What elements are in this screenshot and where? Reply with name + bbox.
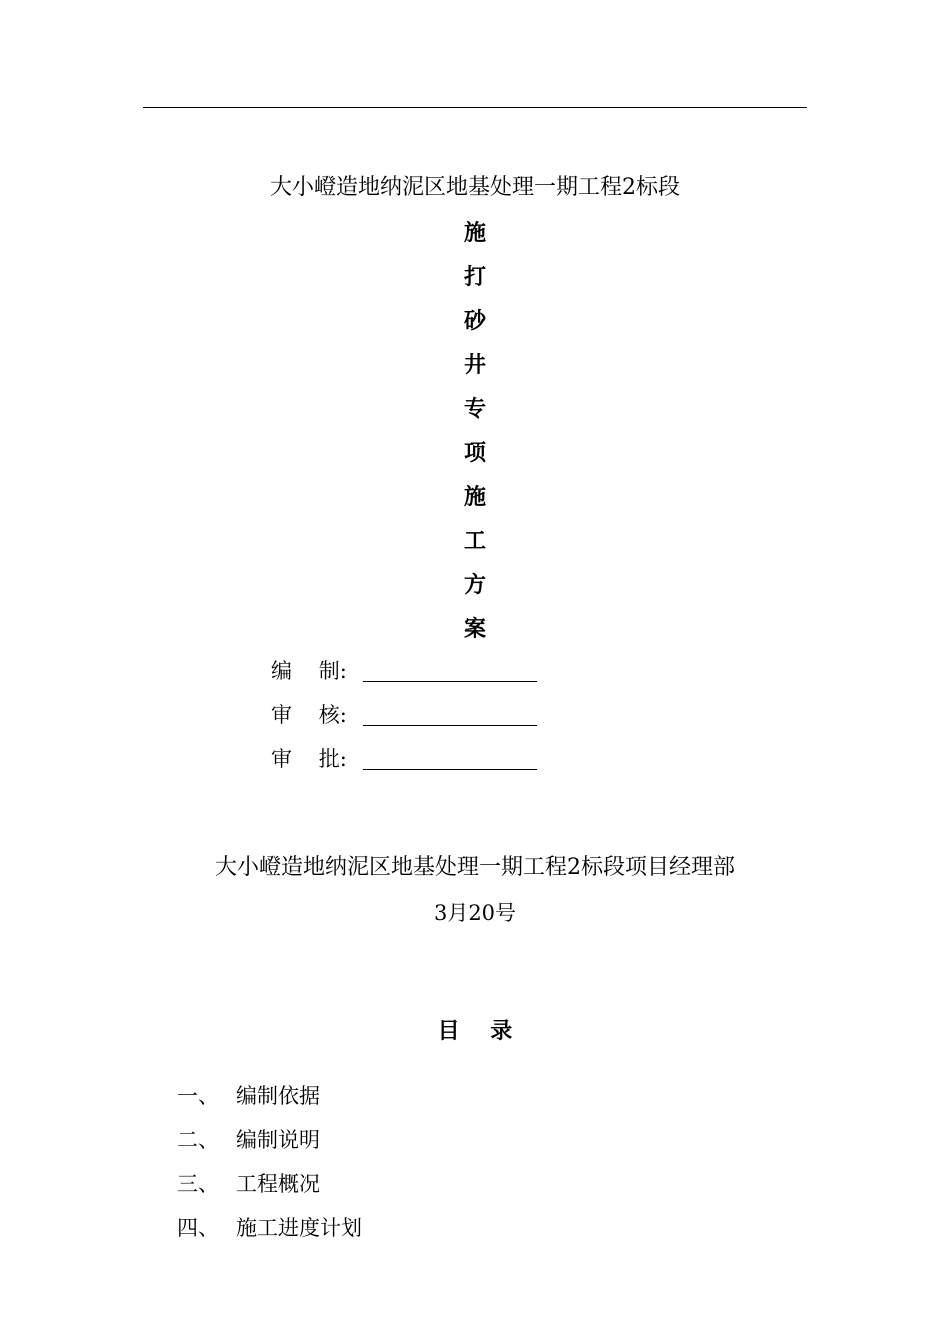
toc-item-text: 编制依据 xyxy=(236,1084,320,1108)
toc-item-text: 工程概况 xyxy=(236,1172,320,1196)
department-name: 大小嶝造地纳泥区地基处理一期工程2标段项目经理部 xyxy=(215,855,735,880)
signature-line xyxy=(363,769,537,770)
toc-item-number: 一、 xyxy=(177,1084,219,1108)
vertical-document-title xyxy=(455,215,495,655)
title-char: 案 xyxy=(463,616,486,642)
project-title: 大小嶝造地纳泥区地基处理一期工程2标段 xyxy=(270,175,680,200)
toc-item-number: 三、 xyxy=(177,1172,219,1196)
header-rule xyxy=(143,107,807,108)
title-char: 专 xyxy=(463,396,486,422)
title-char: 施 xyxy=(463,484,486,510)
title-char: 施 xyxy=(463,220,486,246)
document-date: 3月20号 xyxy=(433,901,517,925)
signature-label: 审 批: xyxy=(271,747,347,771)
signature-label: 审 核: xyxy=(271,703,347,727)
title-char: 砂 xyxy=(463,308,486,334)
toc-item-number: 二、 xyxy=(177,1128,219,1152)
toc-item-number: 四、 xyxy=(177,1216,219,1240)
toc-title: 目 录 xyxy=(437,1018,513,1044)
signature-line xyxy=(363,725,537,726)
title-char: 工 xyxy=(463,528,486,554)
signature-line xyxy=(363,681,537,682)
signature-label: 编 制: xyxy=(271,659,347,683)
toc-item-text: 施工进度计划 xyxy=(236,1216,362,1240)
title-char: 井 xyxy=(463,352,486,378)
title-char: 项 xyxy=(463,440,486,466)
toc-item-text: 编制说明 xyxy=(236,1128,320,1152)
title-char: 打 xyxy=(463,264,486,290)
title-char: 方 xyxy=(463,572,486,598)
